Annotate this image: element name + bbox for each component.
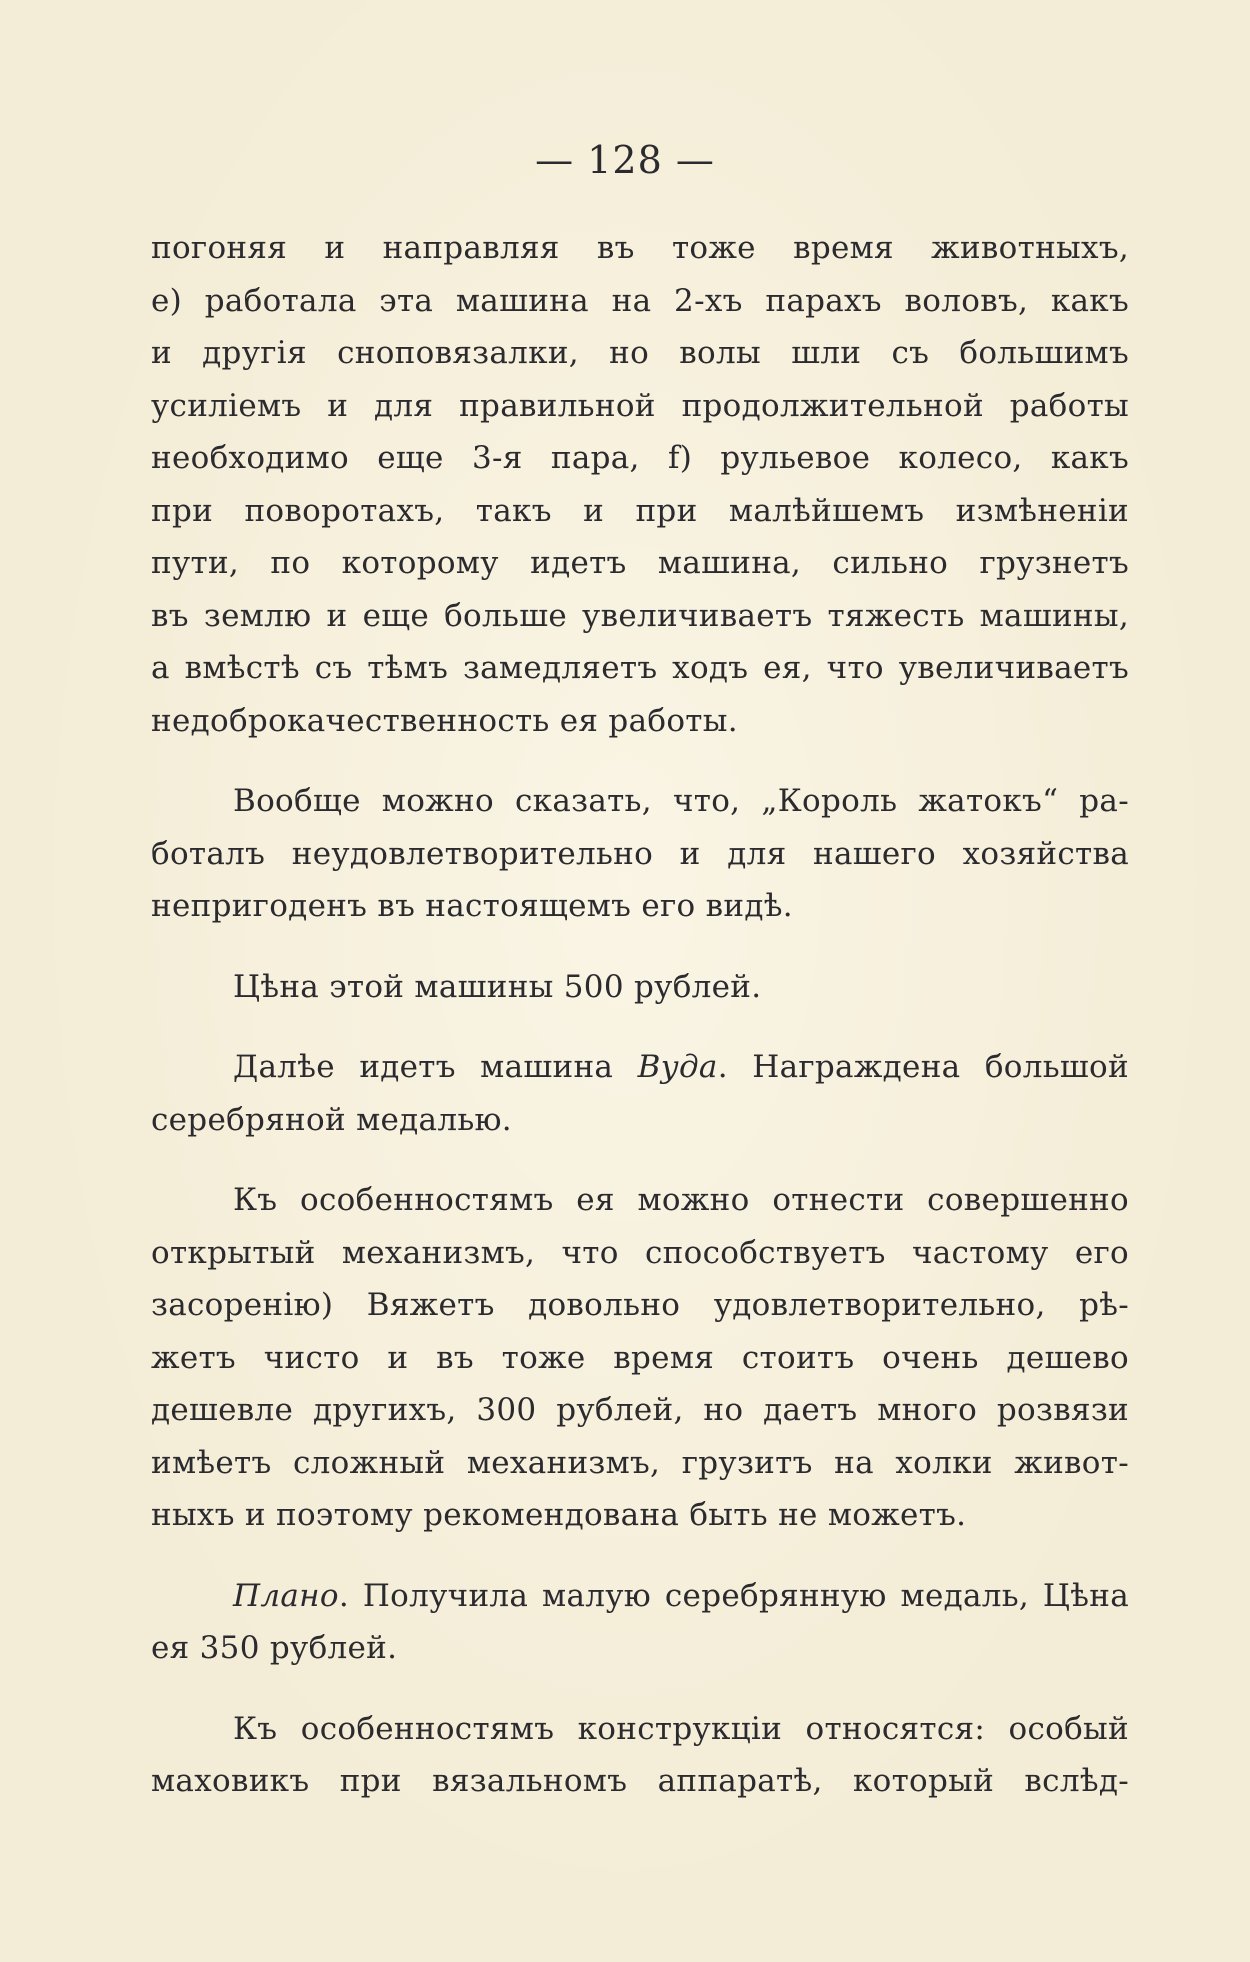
italic-name: Плано [233, 1577, 339, 1614]
text-line: боталъ неудовлетворительно и для нашего хозяйства [151, 835, 1129, 872]
text-line: ныхъ и поэтому рекомендована быть не можетъ. [151, 1497, 967, 1533]
text-line: а вмѣстѣ съ тѣмъ замедляетъ ходъ ея, что увеличиваетъ [151, 650, 1129, 686]
text-line: недоброкачественность ея работы. [151, 702, 738, 739]
text-line: маховикъ при вязальномъ аппаратѣ, который вслѣд- [151, 1763, 1129, 1799]
paragraph [151, 1174, 1129, 1542]
text-line [151, 1041, 1129, 1094]
text-line: усиліемъ и для правильной продолжительной работы [151, 387, 1129, 424]
text-line: въ землю и еще больше увеличиваетъ тяжесть машины, [151, 597, 1129, 634]
text-line: ея 350 рублей. [151, 1630, 398, 1666]
paragraph [151, 1570, 1129, 1675]
text-line: Вообще можно сказать, что, „Король жатокъ“ ра- [233, 783, 1129, 819]
paragraph [151, 961, 1129, 1014]
text-line: Къ особенностямъ конструкціи относятся: особый [233, 1710, 1129, 1747]
text-line: Къ особенностямъ ея можно отнести совершенно [233, 1182, 1129, 1218]
text-line: дешевле другихъ, 300 рублей, но даетъ много розвязи [151, 1392, 1129, 1428]
text-run: . Награждена большой [717, 1049, 1129, 1085]
paragraph [151, 775, 1129, 933]
text-line: необходимо еще 3-я пара, f) рульевое колесо, какъ [151, 440, 1129, 476]
text-line: засоренію) Вяжетъ довольно удовлетворительно, рѣ- [151, 1287, 1129, 1323]
italic-name: Вуда [637, 1049, 718, 1085]
text-line: непригоденъ въ настоящемъ его видѣ. [151, 888, 793, 924]
text-line: при поворотахъ, такъ и при малѣйшемъ измѣненіи [151, 492, 1129, 529]
page-number: — 128 — [535, 138, 715, 182]
text-line: открытый механизмъ, что способствуетъ частому его [151, 1234, 1129, 1271]
text-line: имѣетъ сложный механизмъ, грузитъ на холки живот- [151, 1444, 1129, 1481]
text-line: погоняя и направляя въ тоже время животныхъ, [151, 230, 1129, 266]
paragraph [151, 1041, 1129, 1146]
text-line: жетъ чисто и въ тоже время стоитъ очень дешево [151, 1339, 1129, 1376]
text-line [151, 1570, 1129, 1623]
text-line: серебряной медалью. [151, 1101, 512, 1138]
text-line: пути, по которому идетъ машина, сильно грузнетъ [151, 545, 1129, 581]
text-line: Цѣна этой машины 500 рублей. [233, 968, 762, 1005]
text-line: е) работала эта машина на 2-хъ парахъ воловъ, какъ [151, 282, 1129, 319]
text-line: и другія сноповязалки, но волы шли съ большимъ [151, 335, 1129, 371]
text-run: Далѣе идетъ машина [233, 1049, 638, 1085]
paragraph [151, 222, 1129, 747]
page-text [151, 222, 1129, 1808]
paragraph [151, 1703, 1129, 1808]
text-run: . Получила малую серебрянную медаль, Цѣна [338, 1577, 1129, 1614]
